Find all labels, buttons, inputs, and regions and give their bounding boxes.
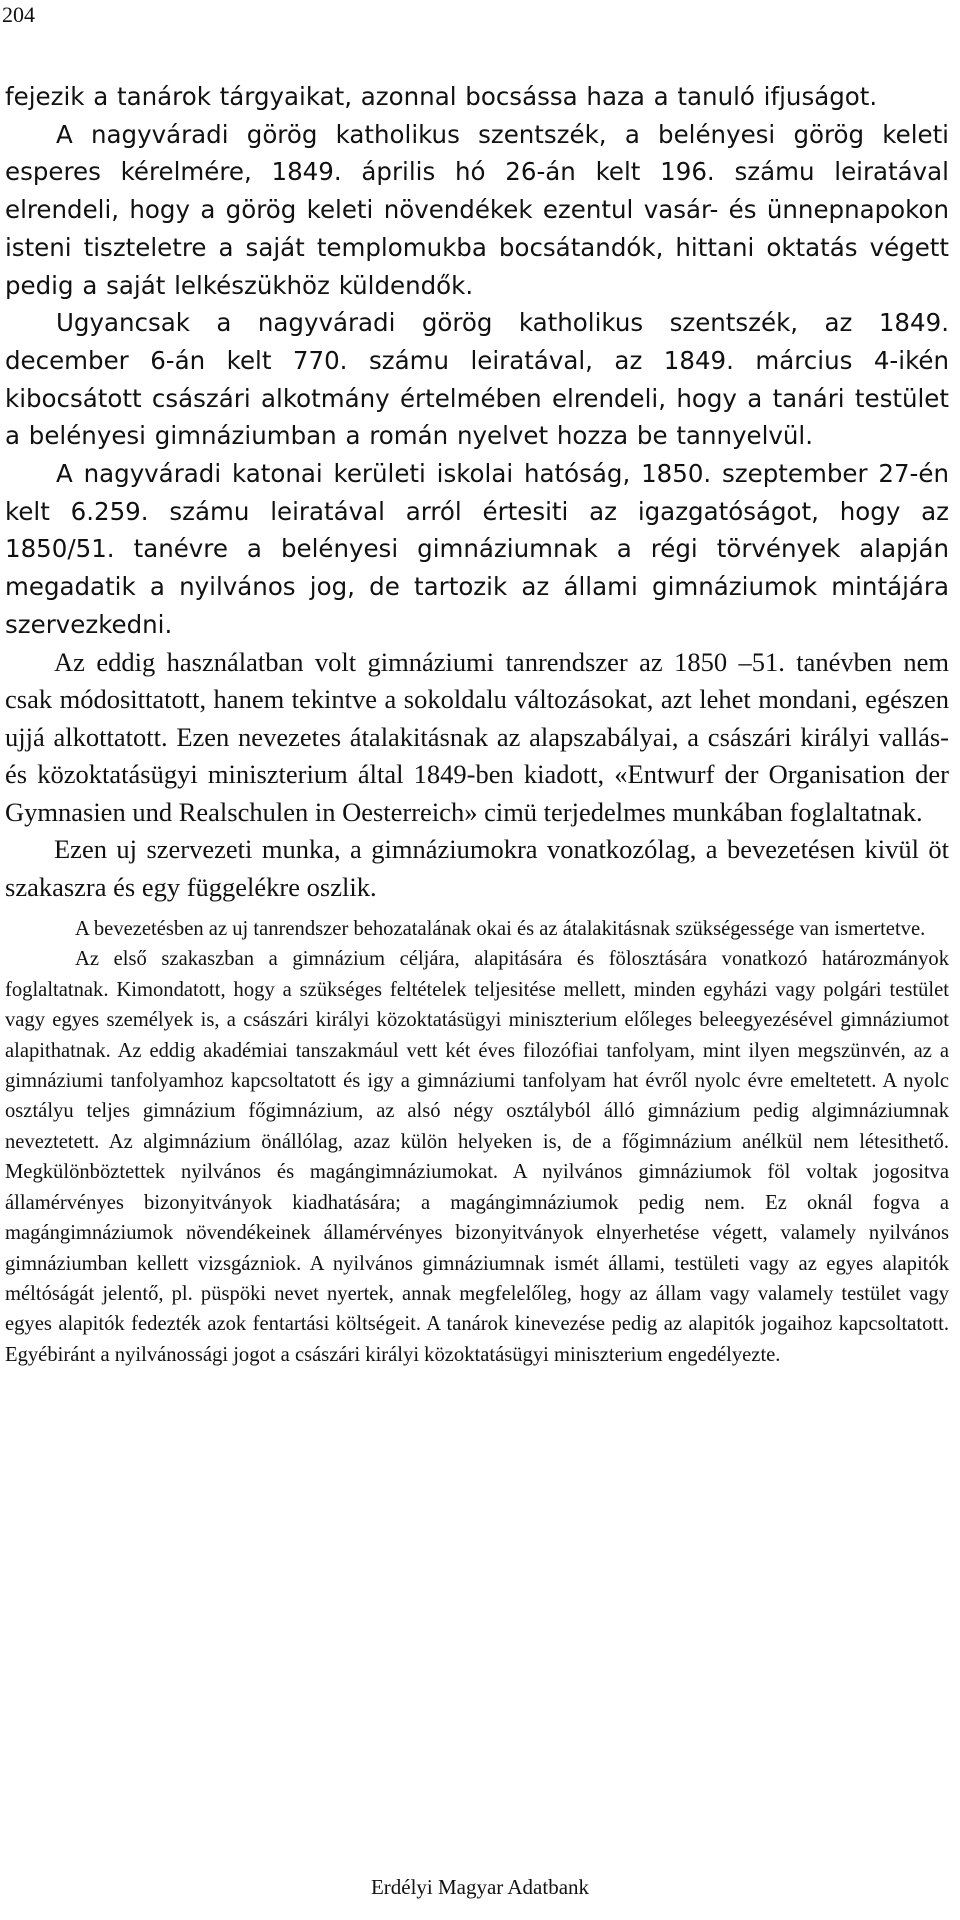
- section-serif-large-text: [5, 644, 949, 907]
- paragraph: A nagyváradi görög katholikus szentszék, a belényesi görög keleti esperes kérelmére, 1849. április hó 26-án kelt 196. számu leiratával elrendeli, hogy a görög keleti növendékek ezentul vasár- és ünnepnapokon isteni tiszteletre a saját templomukba bocsátandók, hittani oktatás végett pedig a saját lelkészükhöz küldendők.: [5, 119, 949, 300]
- paragraph: fejezik a tanárok tárgyaikat, azonnal bocsássa haza a tanuló ifjuságot.: [5, 82, 878, 111]
- footer-source: Erdélyi Magyar Adatbank: [370, 1875, 590, 1899]
- paragraph: A nagyváradi katonai kerületi iskolai hatóság, 1850. szeptember 27-én kelt 6.259. számu leiratával arról értesiti az igazgatóságot, hogy az 1850/51. tanévre a belényesi gimnáziumnak a régi törvények alapján megadatik a nyilvános jog, de tartozik az állami gimnáziumok mintájára szervezkedni.: [5, 459, 949, 639]
- page-body: [5, 78, 949, 1370]
- paragraph: Ezen uj szervezeti munka, a gimnáziumokra vonatkozólag, a bevezetésen kivül öt szakaszra és egy függelékre oszlik.: [5, 834, 949, 902]
- section-sans-text: [5, 78, 949, 644]
- page-number: 204: [2, 2, 35, 27]
- paragraph: Az első szakaszban a gimnázium céljára, alapitására és fölosztására vonatkozó határozmányok foglaltatnak. Kimondatott, hogy a szükséges feltételek teljesitése mellett, minden egyházi vagy polgári testület vagy egyes személyek is, a császári királyi közoktatásügyi miniszterium előleges beleegyezésével gimnáziumot alapithatnak. Az eddig akadémiai tanszakmául vett két éves filozófiai tanfolyam, mint ilyen megszünvén, az a gimnáziumi tanfolyamhoz kapcsoltatott és igy a gimnáziumi tanfolyam hat évről nyolc évre emeltetett. A nyolc osztályu teljes gimnázium főgimnázium, az alsó négy osztályból álló gimnázium pedig algimnáziumnak neveztetett. Az algimnázium önállólag, azaz külön helyeken is, de a főgimnázium anélkül nem létesithető. Megkülönböztettek nyilvános és magángimnáziumokat. A nyilvános gimnáziumok föl voltak jogositva államérvényes bizonyitványok kiadhatására; a magángimnáziumok pedig nem. Ez oknál fogva a magángimnáziumok növendékeinek államérvényes bizonyitványok elnyerhetése végett, valamely nyilvános gimnáziumban kellett vizsgázniok. A nyilvános gimnáziumnak ismét állami, testületi vagy az egyes alapitók méltóságát jelentő, pl. püspöki nevet nyertek, annak megfelelőleg, hogy az állam vagy valamely testület vagy egyes alapitók fedezték azok fentartási költségeit. A tanárok kinevezése pedig az alapitók jogaihoz kapcsoltatott. Egyébiránt a nyilvánossági jogot a császári királyi közoktatásügyi miniszterium engedélyezte.: [5, 948, 949, 1366]
- paragraph: Az eddig használatban volt gimnáziumi tanrendszer az 1850 –51. tanévben nem csak módosittatott, hanem tekintve a sokoldalu változásokat, azt lehet mondani, egészen ujjá alkottatott. Ezen nevezetes átalakitásnak az alapszabályai, a császári királyi vallás- és közoktatásügyi miniszterium által 1849-ben kiadott, «Entwurf der Organisation der Gymnasien und Realschulen in Oesterreich» cimü terjedelmes munkában foglaltatnak.: [5, 646, 949, 827]
- paragraph: A bevezetésben az uj tanrendszer behozatalának okai és az átalakitásnak szükségessége van ismertetve.: [75, 918, 926, 941]
- section-serif-small-text: [5, 914, 949, 1370]
- paragraph: Ugyancsak a nagyváradi görög katholikus szentszék, az 1849. december 6-án kelt 770. számu leiratával, az 1849. március 4-ikén kibocsátott császári alkotmány értelmében elrendeli, hogy a tanári testület a belényesi gimnáziumban a román nyelvet hozza be tannyelvül.: [5, 308, 949, 451]
